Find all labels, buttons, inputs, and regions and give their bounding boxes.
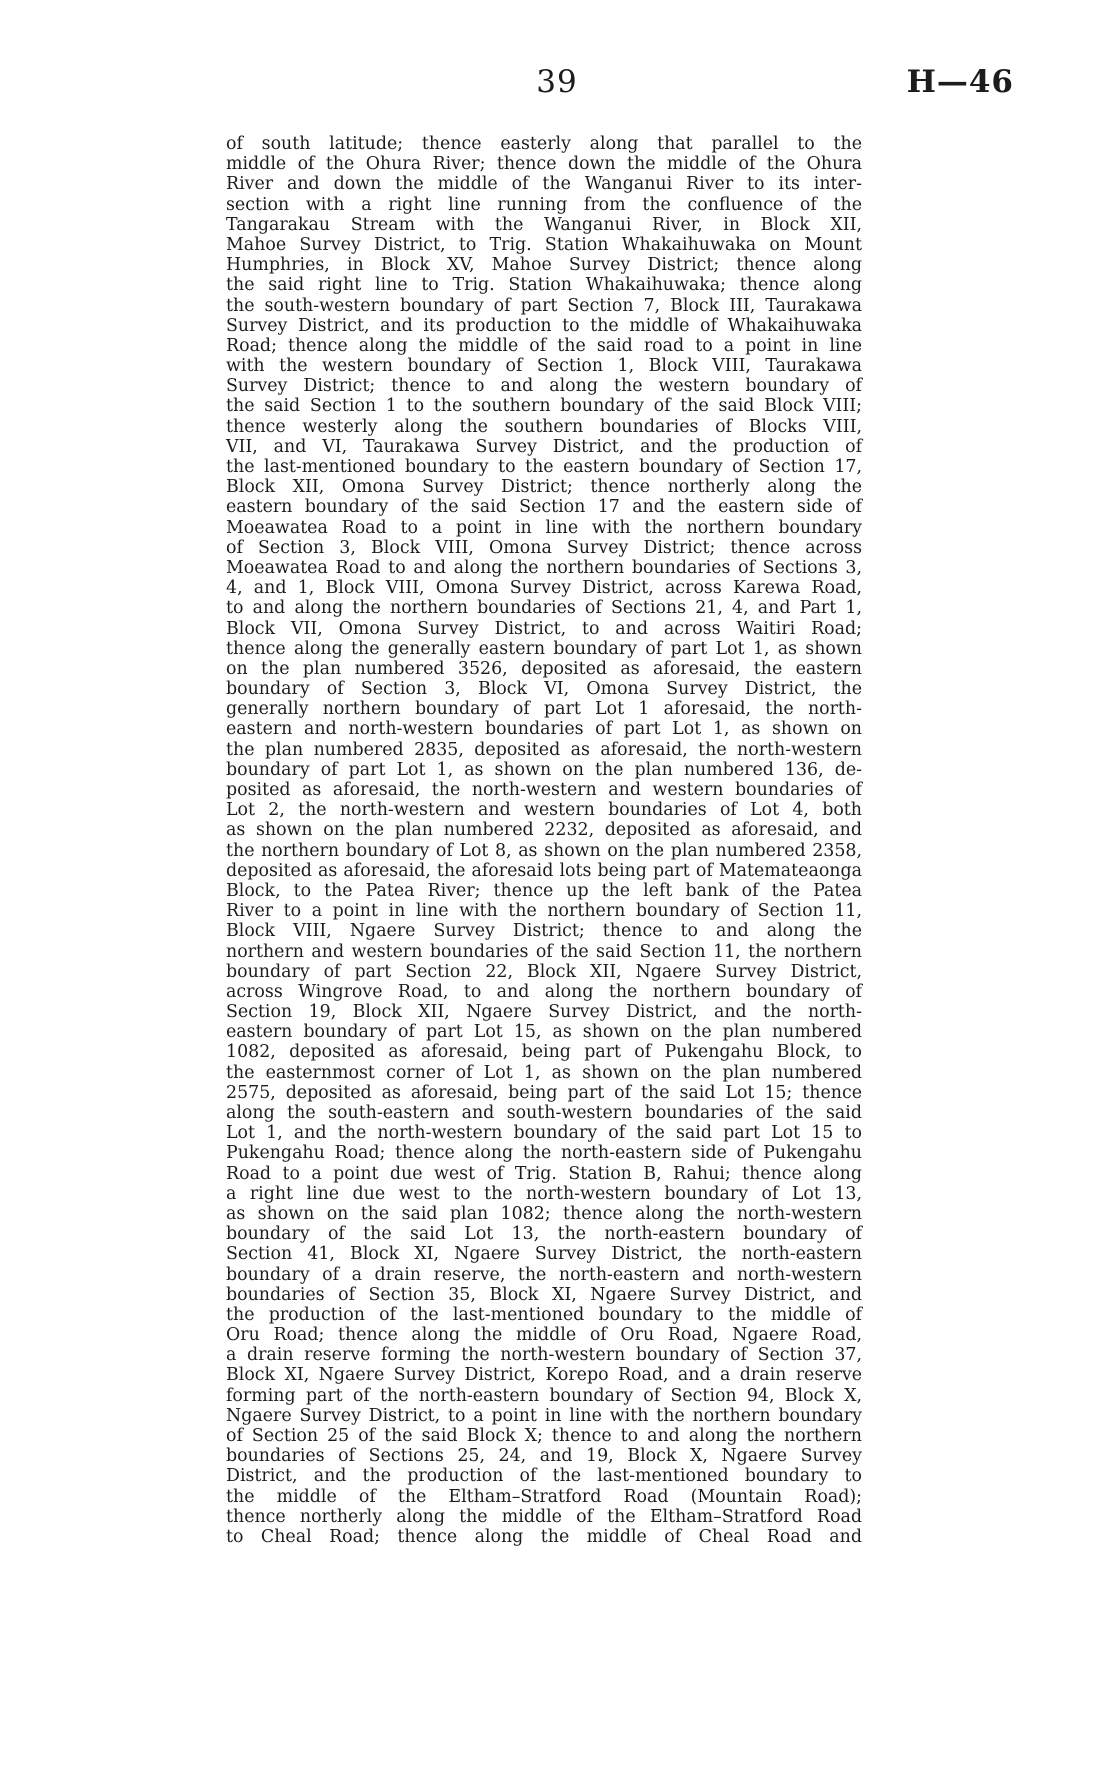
text-line: Mahoe Survey District, to Trig. Station Whakaihuwaka on Mount xyxy=(226,234,862,255)
text-line: a right line due west to the north-western boundary of Lot 13, xyxy=(226,1183,862,1204)
text-line: Oru Road; thence along the middle of Oru Road, Ngaere Road, xyxy=(226,1325,862,1346)
text-line: eastern boundary of the said Section 17 and the eastern side of xyxy=(226,497,862,518)
text-line: a drain reserve forming the north-western boundary of Section 37, xyxy=(226,1345,862,1366)
text-line: boundaries of Section 35, Block XI, Ngaere Survey District, and xyxy=(226,1284,862,1305)
text-line: on the plan numbered 3526, deposited as aforesaid, the eastern xyxy=(226,658,862,679)
text-line: the south-western boundary of part Section 7, Block III, Taurakawa xyxy=(226,295,862,316)
text-line: posited as aforesaid, the north-western and western boundaries of xyxy=(226,780,862,800)
text-line: boundaries of Sections 25, 24, and 19, Block X, Ngaere Survey xyxy=(226,1446,862,1467)
text-line: Moeawatea Road to and along the northern boundaries of Sections 3, xyxy=(226,557,862,578)
text-line: across Wingrove Road, to and along the northern boundary of xyxy=(226,981,862,1002)
text-line: the last-mentioned boundary to the eastern boundary of Section 17, xyxy=(226,457,862,477)
text-line: the easternmost corner of Lot 1, as shown on the plan numbered xyxy=(226,1062,862,1083)
text-line: boundary of a drain reserve, the north-eastern and north-western xyxy=(226,1264,862,1285)
text-line: Moeawatea Road to a point in line with the northern boundary xyxy=(226,517,862,538)
text-line: Block VII, Omona Survey District, to and across Waitiri Road; xyxy=(226,618,862,639)
text-line: the production of the last-mentioned boundary to the middle of xyxy=(226,1304,862,1325)
text-line: middle of the Ohura River; thence down the middle of the Ohura xyxy=(226,154,862,175)
text-line: Humphries, in Block XV, Mahoe Survey District; thence along xyxy=(226,255,862,276)
text-line: section with a right line running from the confluence of the xyxy=(226,194,862,215)
text-line: Block, to the Patea River; thence up the left bank of the Patea xyxy=(226,880,862,901)
text-line: deposited as aforesaid, the aforesaid lots being part of Matemateaonga xyxy=(226,860,862,881)
text-line: 4, and 1, Block VIII, Omona Survey District, across Karewa Road, xyxy=(226,578,862,599)
text-line: River and down the middle of the Wanganui River to its inter- xyxy=(226,174,862,195)
text-line: thence westerly along the southern boundaries of Blocks VIII, xyxy=(226,416,862,437)
text-line: Pukengahu Road; thence along the north-eastern side of Pukengahu xyxy=(226,1143,862,1164)
text-line: boundary of part Lot 1, as shown on the plan numbered 136, de- xyxy=(226,759,862,780)
text-line: Block XII, Omona Survey District; thence northerly along the xyxy=(226,477,862,498)
text-line: Block VIII, Ngaere Survey District; thence to and along the xyxy=(226,921,862,942)
text-line: Road to a point due west of Trig. Station B, Rahui; thence along xyxy=(226,1163,862,1184)
text-line: Lot 2, the north-western and western boundaries of Lot 4, both xyxy=(226,800,862,821)
text-line: thence northerly along the middle of the Eltham–Stratford Road xyxy=(226,1506,862,1527)
text-line: of Section 25 of the said Block X; thence to and along the northern xyxy=(226,1426,862,1446)
text-line: the said Section 1 to the southern boundary of the said Block VIII; xyxy=(226,396,862,417)
text-line: Road; thence along the middle of the said road to a point in line xyxy=(226,335,862,356)
text-line: River to a point in line with the northern boundary of Section 11, xyxy=(226,901,862,922)
text-line: Section 19, Block XII, Ngaere Survey District, and the north- xyxy=(226,1002,862,1023)
text-line: eastern and north-western boundaries of part Lot 1, as shown on xyxy=(226,719,862,740)
text-line: of Section 3, Block VIII, Omona Survey District; thence across xyxy=(226,537,862,558)
text-line: northern and western boundaries of the said Section 11, the northern xyxy=(226,941,862,962)
text-line: generally northern boundary of part Lot 1 aforesaid, the north- xyxy=(226,699,862,720)
text-line: with the western boundary of Section 1, Block VIII, Taurakawa xyxy=(226,356,862,377)
text-line: along the south-eastern and south-western boundaries of the said xyxy=(226,1103,862,1123)
text-line: eastern boundary of part Lot 15, as shown on the plan numbered xyxy=(226,1022,862,1043)
page-number: 39 xyxy=(536,64,578,100)
text-line: as shown on the plan numbered 2232, deposited as aforesaid, and xyxy=(226,820,862,841)
text-line: of south latitude; thence easterly along that parallel to the xyxy=(226,134,862,154)
text-line: 2575, deposited as aforesaid, being part of the said Lot 15; thence xyxy=(226,1082,862,1103)
text-line: District, and the production of the last-mentioned boundary to xyxy=(226,1466,862,1487)
text-line: 1082, deposited as aforesaid, being part of Pukengahu Block, to xyxy=(226,1042,862,1063)
text-line: to Cheal Road; thence along the middle of Cheal Road and xyxy=(226,1526,862,1547)
document-reference: H—46 xyxy=(906,64,1014,100)
text-line: Section 41, Block XI, Ngaere Survey District, the north-eastern xyxy=(226,1244,862,1265)
text-line: Survey District; thence to and along the western boundary of xyxy=(226,376,862,397)
text-line: boundary of the said Lot 13, the north-eastern boundary of xyxy=(226,1224,862,1245)
text-line: the plan numbered 2835, deposited as aforesaid, the north-western xyxy=(226,739,862,760)
text-line: as shown on the said plan 1082; thence along the north-western xyxy=(226,1203,862,1224)
text-line: Tangarakau Stream with the Wanganui River, in Block XII, xyxy=(226,214,862,235)
text-line: to and along the northern boundaries of Sections 21, 4, and Part 1, xyxy=(226,598,862,619)
text-line: Lot 1, and the north-western boundary of the said part Lot 15 to xyxy=(226,1123,862,1144)
text-line: forming part of the north-eastern boundary of Section 94, Block X, xyxy=(226,1385,862,1406)
text-line: boundary of Section 3, Block VI, Omona Survey District, the xyxy=(226,679,862,700)
body-paragraph xyxy=(226,134,862,1547)
text-line: boundary of part Section 22, Block XII, Ngaere Survey District, xyxy=(226,961,862,982)
text-line: VII, and VI, Taurakawa Survey District, and the production of xyxy=(226,436,862,457)
text-line: Ngaere Survey District, to a point in line with the northern boundary xyxy=(226,1405,862,1426)
text-line: thence along the generally eastern boundary of part Lot 1, as shown xyxy=(226,638,862,659)
text-line: the northern boundary of Lot 8, as shown on the plan numbered 2358, xyxy=(226,840,862,861)
text-line: Survey District, and its production to the middle of Whakaihuwaka xyxy=(226,315,862,336)
text-line: the middle of the Eltham–Stratford Road (Mountain Road); xyxy=(226,1486,862,1507)
text-line: Block XI, Ngaere Survey District, Korepo Road, and a drain reserve xyxy=(226,1365,862,1386)
text-line: the said right line to Trig. Station Whakaihuwaka; thence along xyxy=(226,275,862,296)
